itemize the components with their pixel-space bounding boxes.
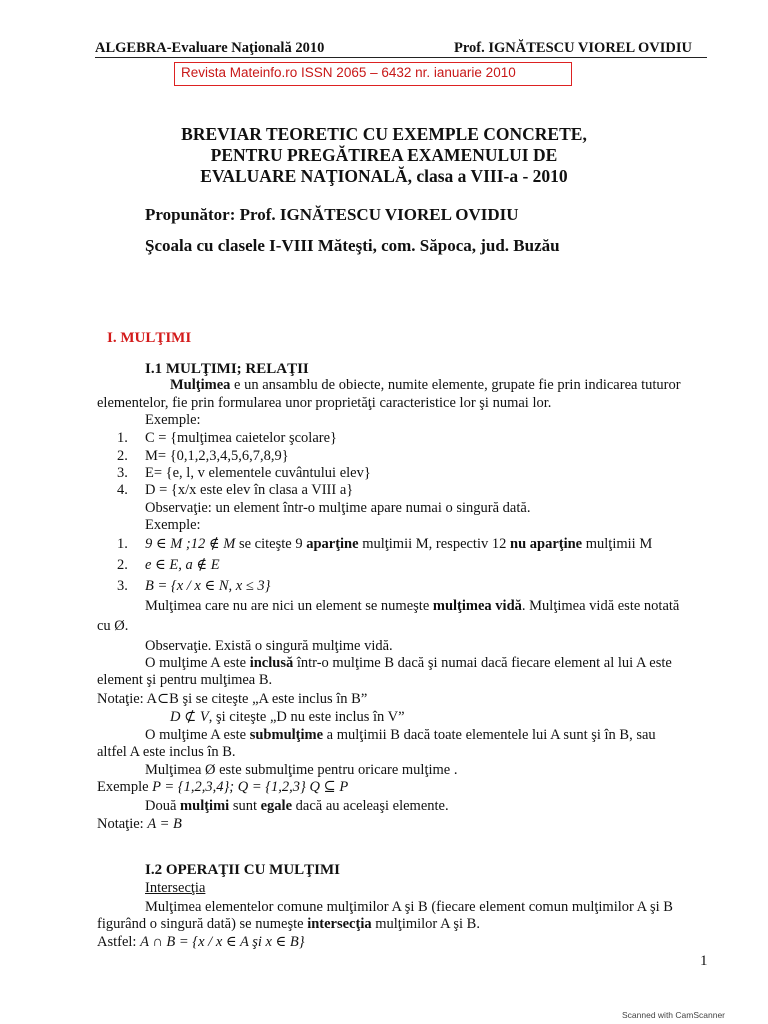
- section-heading: I. MULŢIMI: [107, 330, 192, 346]
- header-left: ALGEBRA-Evaluare Naţională 2010: [95, 40, 325, 56]
- title-line-2: PENTRU PREGĂTIREA EXAMENULUI DE: [210, 145, 558, 165]
- notation-1: Notaţie: A⊂B şi se citeşte „A este inclus în B”: [97, 691, 368, 707]
- list-number: 4.: [117, 482, 128, 498]
- title-line-1: BREVIAR TEORETIC CU EXEMPLE CONCRETE,: [181, 124, 587, 144]
- list-number: 2.: [117, 448, 128, 464]
- author-line: Propunător: Prof. IGNĂTESCU VIOREL OVIDIU: [145, 205, 519, 224]
- intersection-line-2: figurând o singură dată) se numeşte intersecţia mulţimilor A şi B.: [97, 916, 480, 932]
- list-number: 1.: [117, 536, 128, 552]
- subset-line-1: O mulţime A este submulţime a mulţimii B dacă toate elementele lui A sunt şi în B, sau: [145, 727, 656, 743]
- list-item: E= {e, l, v elementele cuvântului elev}: [145, 465, 371, 481]
- math-expression: B = {x / x ∈ N, x ≤ 3}: [145, 578, 271, 594]
- subset-line-2: altfel A este inclus în B.: [97, 744, 236, 760]
- intersection-label: Intersecţia: [145, 880, 206, 896]
- notation-2: Notaţie: A = B: [97, 816, 182, 832]
- empty-subset-line: Mulţimea Ø este submulţime pentru oricare mulţime .: [145, 762, 458, 778]
- empty-set-line-1: Mulţimea care nu are nici un element se numeşte mulţimea vidă. Mulţimea vidă este notată: [145, 598, 680, 614]
- page-number: 1: [700, 953, 708, 969]
- list-number: 1.: [117, 430, 128, 446]
- list-item: D = {x/x este elev în clasa a VIII a}: [145, 482, 354, 498]
- title-line-3: EVALUARE NAŢIONALĂ, clasa a VIII-a - 2010: [200, 166, 568, 186]
- list-number: 3.: [117, 465, 128, 481]
- equal-sets-line: Două mulţimi sunt egale dacă au aceleaşi elemente.: [145, 798, 449, 814]
- list-item: C = {mulţimea caietelor şcolare}: [145, 430, 337, 446]
- header-rule: [95, 57, 707, 58]
- list-number: 2.: [117, 557, 128, 573]
- math-expression: e ∈ E, a ∉ E: [145, 557, 220, 573]
- definition-line-1: Mulţimea e un ansamblu de obiecte, numite elemente, grupate fie prin indicarea tuturor: [170, 377, 681, 393]
- header-right: Prof. IGNĂTESCU VIOREL OVIDIU: [454, 40, 692, 56]
- subsection-heading-2: I.2 OPERAŢII CU MULŢIMI: [145, 862, 341, 878]
- observation-1: Observaţie: un element într-o mulţime apare numai o singură dată.: [145, 500, 531, 516]
- observation-2: Observaţie. Există o singură mulţime vidă.: [145, 638, 393, 654]
- notation-1b: D ⊄ V, şi citeşte „D nu este inclus în V”: [170, 709, 405, 725]
- definition-line-2: elementelor, fie prin formularea unor proprietăţi caracteristice lor şi numai lor.: [97, 395, 552, 411]
- inclusion-line-1: O mulţime A este inclusă într-o mulţime B dacă şi numai dacă fiecare element al lui A este: [145, 655, 672, 671]
- examples-label-2: Exemple:: [145, 517, 201, 533]
- inclusion-line-2: element şi pentru mulţimea B.: [97, 672, 273, 688]
- list-item: M= {0,1,2,3,4,5,6,7,8,9}: [145, 448, 289, 464]
- empty-set-line-2: cu Ø.: [97, 618, 129, 634]
- membership-example: 9 ∈ M ;12 ∉ M se citeşte 9 aparţine mulţimii M, respectiv 12 nu aparţine mulţimii M: [145, 536, 653, 552]
- examples-3: Exemple P = {1,2,3,4}; Q = {1,2,3} Q ⊆ P: [97, 779, 349, 795]
- scanner-watermark: Scanned with CamScanner: [622, 1010, 726, 1020]
- journal-box: Revista Mateinfo.ro ISSN 2065 – 6432 nr. ianuarie 2010: [174, 62, 572, 86]
- list-number: 3.: [117, 578, 128, 594]
- intersection-line-1: Mulţimea elementelor comune mulţimilor A şi B (fiecare element comun mulţimilor A şi B: [145, 899, 673, 915]
- school-line: Şcoala cu clasele I-VIII Măteşti, com. Săpoca, jud. Buzău: [145, 236, 560, 255]
- subsection-heading-1: I.1 MULŢIMI; RELAŢII: [145, 361, 309, 377]
- intersection-definition: Astfel: A ∩ B = {x / x ∈ A şi x ∈ B}: [97, 934, 305, 950]
- examples-label-1: Exemple:: [145, 412, 201, 428]
